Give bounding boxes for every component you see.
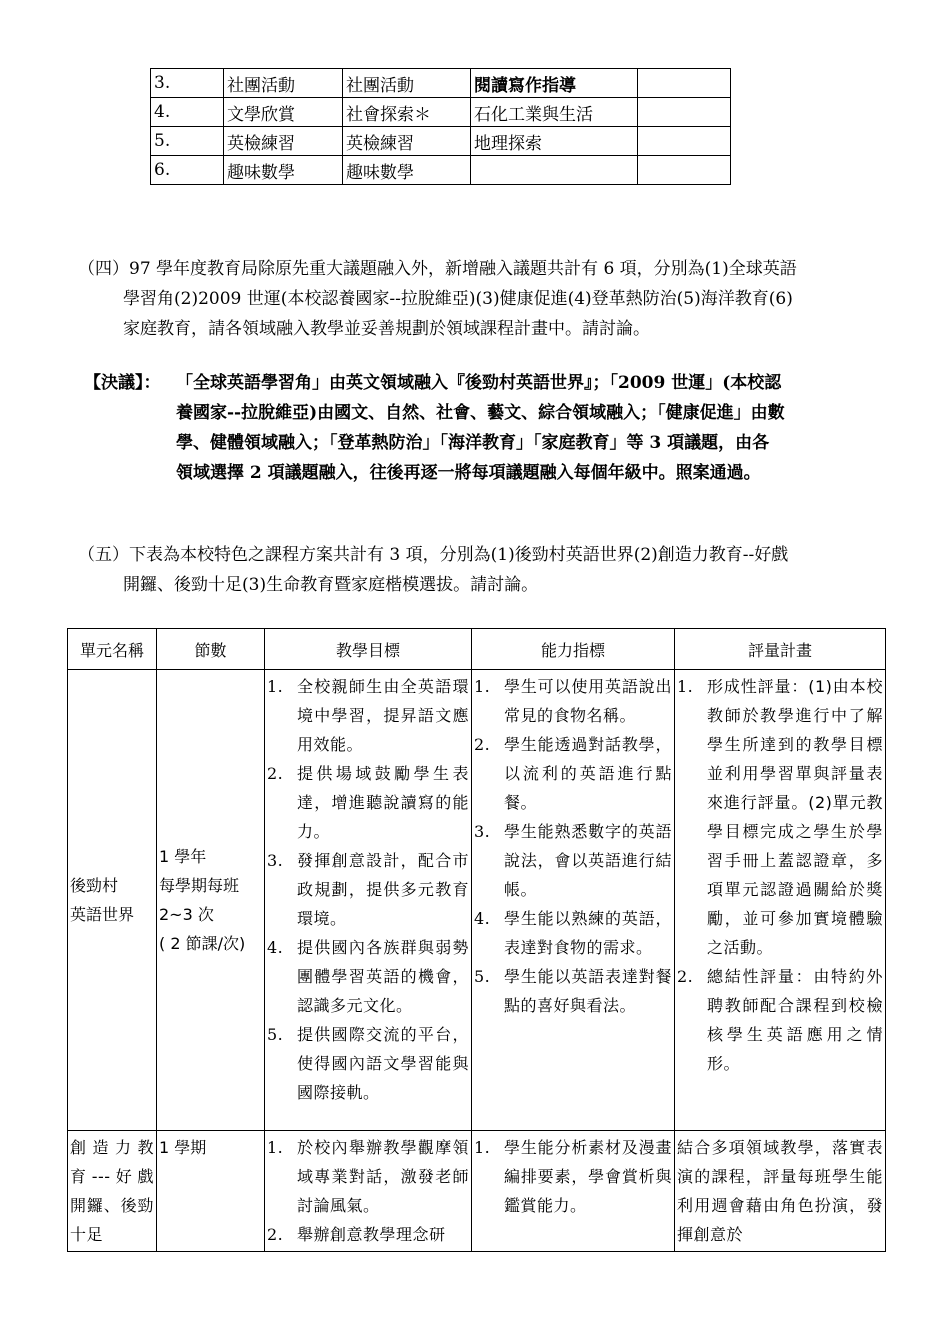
list-item: 4. 提供國內各族群與弱勢團體學習英語的機會，認識多元文化。 xyxy=(267,938,469,1015)
cell: 趣味數學 xyxy=(224,156,343,185)
unit-name: 創造力教育---好戲開鑼、後勁十足 xyxy=(70,1138,154,1244)
item-5-line: 開鑼、後勁十足(3)生命教育暨家庭楷模選拔。請討論。 xyxy=(123,575,539,595)
evaluation-text: 結合多項領域教學，落實表演的課程，評量每班學生能利用週會藉由角色扮演，發揮創意於 xyxy=(677,1138,883,1244)
sessions-line: ( 2 節課/次) xyxy=(159,934,246,953)
indicators-cell xyxy=(472,1131,675,1252)
item-4-line: 家庭教育，請各領域融入教學並妥善規劃於領域課程計畫中。請討論。 xyxy=(123,319,650,339)
decision-line: 領域選擇 2 項議題融入，往後再逐一將每項議題融入每個年級中。照案通過。 xyxy=(176,463,761,483)
course-list-table xyxy=(150,68,731,185)
header-evaluation: 評量計畫 xyxy=(675,629,886,670)
decision-line: 學、健體領域融入；「登革熱防治」「海洋教育」「家庭教育」等 3 項議題，由各 xyxy=(176,433,770,453)
table-row xyxy=(68,670,886,1131)
cell: 英檢練習 xyxy=(343,127,471,156)
sessions-cell xyxy=(157,670,265,1131)
cell: 石化工業與生活 xyxy=(471,98,638,127)
cell: 3. xyxy=(151,69,224,98)
sessions-line: 每學期每班 xyxy=(159,876,240,895)
table-header-row xyxy=(68,629,886,670)
cell: 趣味數學 xyxy=(343,156,471,185)
sessions-cell xyxy=(157,1131,265,1252)
header-sessions: 節數 xyxy=(157,629,265,670)
cell xyxy=(638,156,731,185)
cell: 5. xyxy=(151,127,224,156)
list-item: 5. 學生能以英語表達對餐點的喜好與看法。 xyxy=(474,967,672,1015)
cell: 6. xyxy=(151,156,224,185)
item-4-paragraph xyxy=(78,254,898,344)
sessions-line: 2~3 次 xyxy=(159,905,214,924)
goals-cell xyxy=(265,1131,472,1252)
cell xyxy=(638,98,731,127)
cell: 社團活動 xyxy=(343,69,471,98)
cell xyxy=(638,127,731,156)
cell xyxy=(638,69,731,98)
list-item: 1. 形成性評量：(1)由本校教師於教學進行中了解學生所達到的教學目標並利用學習單與評量表來進行評量。(2)單元教學目標完成之學生於學習手冊上蓋認證章，多項單元認證過關給於獎勵，並可參加實境體驗之活動。 xyxy=(677,677,883,957)
decision-line: 「全球英語學習角」由英文領域融入『後勁村英語世界』；「2009 世運」(本校認 xyxy=(176,373,782,393)
header-unit: 單元名稱 xyxy=(68,629,157,670)
table-row xyxy=(151,98,731,127)
unit-cell xyxy=(68,1131,157,1252)
item-5-paragraph xyxy=(78,540,908,600)
cell: 4. xyxy=(151,98,224,127)
curriculum-table xyxy=(67,628,886,1252)
list-item: 1. 學生可以使用英語說出常見的食物名稱。 xyxy=(474,677,672,725)
decision-line: 養國家--拉脫維亞)由國文、自然、社會、藝文、綜合領域融入；「健康促進」由數 xyxy=(176,403,785,423)
table-row xyxy=(151,156,731,185)
list-item: 1. 於校內舉辦教學觀摩領域專業對話，激發老師討論風氣。 xyxy=(267,1138,469,1215)
decision-label: 【決議】： xyxy=(84,373,161,393)
goals-cell xyxy=(265,670,472,1131)
sessions-line: 1 學年 xyxy=(159,847,207,866)
cell: 地理探索 xyxy=(471,127,638,156)
list-item: 1. 全校親師生由全英語環境中學習，提昇語文應用效能。 xyxy=(267,677,469,754)
item-4-line: 學習角(2)2009 世運(本校認養國家--拉脫維亞)(3)健康促進(4)登革熱防治(5)海洋教育(6) xyxy=(123,289,793,309)
unit-cell xyxy=(68,670,157,1131)
table-row xyxy=(68,1131,886,1252)
table-row xyxy=(151,127,731,156)
list-item: 5. 提供國際交流的平台，使得國內語文學習能與國際接軌。 xyxy=(267,1025,469,1102)
cell: 英檢練習 xyxy=(224,127,343,156)
cell: 社會探索＊ xyxy=(343,98,471,127)
evaluation-cell xyxy=(675,670,886,1131)
list-item: 2. 學生能透過對話教學，以流利的英語進行點餐。 xyxy=(474,735,672,812)
table-row xyxy=(151,69,731,98)
cell xyxy=(471,156,638,185)
cell: 閱讀寫作指導 xyxy=(471,69,638,98)
unit-name-line: 英語世界 xyxy=(70,905,135,924)
header-goals: 教學目標 xyxy=(265,629,472,670)
cell: 社團活動 xyxy=(224,69,343,98)
list-item: 2. 舉辦創意教學理念研 xyxy=(267,1225,446,1244)
item-4-line: （四）97 學年度教育局除原先重大議題融入外，新增融入議題共計有 6 項，分別為(1)全球英語 xyxy=(78,259,797,279)
list-item: 3. 發揮創意設計，配合市政規劃，提供多元教育環境。 xyxy=(267,851,469,928)
evaluation-cell xyxy=(675,1131,886,1252)
list-item: 4. 學生能以熟練的英語，表達對食物的需求。 xyxy=(474,909,672,957)
list-item: 2. 提供場域鼓勵學生表達，增進聽說讀寫的能力。 xyxy=(267,764,469,841)
sessions-text: 1 學期 xyxy=(159,1138,207,1157)
list-item: 3. 學生能熟悉數字的英語說法，會以英語進行結帳。 xyxy=(474,822,672,899)
header-indicators: 能力指標 xyxy=(472,629,675,670)
list-item: 2. 總結性評量：由特約外聘教師配合課程到校檢核學生英語應用之情形。 xyxy=(677,967,883,1073)
unit-name-line: 後勁村 xyxy=(70,876,119,895)
cell: 文學欣賞 xyxy=(224,98,343,127)
list-item: 1. 學生能分析素材及漫畫編排要素，學會賞析與鑑賞能力。 xyxy=(474,1138,672,1215)
indicators-cell xyxy=(472,670,675,1131)
item-5-line: （五）下表為本校特色之課程方案共計有 3 項，分別為(1)後勁村英語世界(2)創造力教育--好戲 xyxy=(78,545,789,565)
